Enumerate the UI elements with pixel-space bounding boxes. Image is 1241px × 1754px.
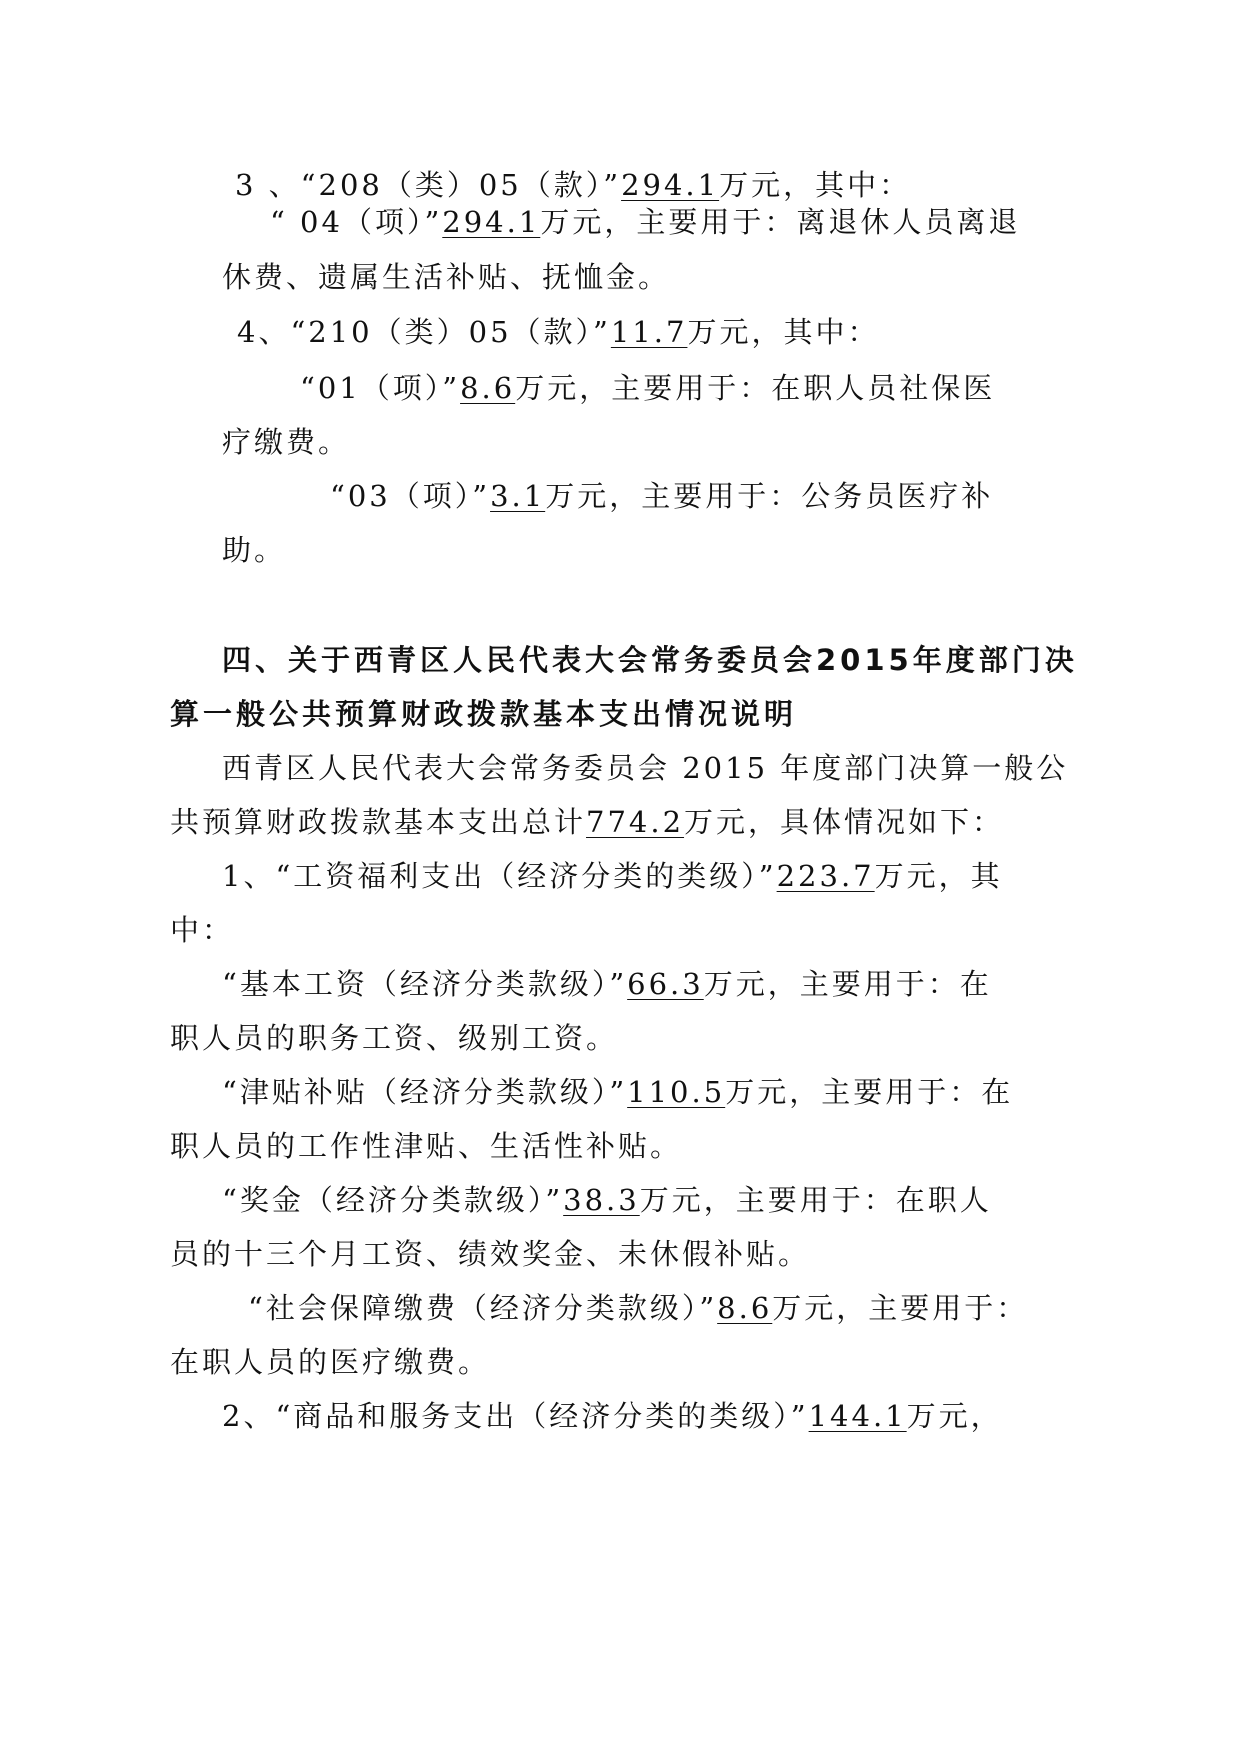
text-line-21: “社会保障缴费（经济分类款级）”8.6万元，主要用于： [248, 1291, 1029, 1325]
amount-value: 3.1 [490, 479, 546, 513]
text-line-2: “ 04（项）”294.1万元，主要用于：离退休人员离退 [270, 205, 1021, 239]
amount-value: 11.7 [610, 315, 688, 349]
text-line-1: 3 、“208（类）05（款）”294.1万元，其中： [235, 168, 912, 202]
text-line-3: 休费、遗属生活补贴、抚恤金。 [222, 260, 671, 294]
amount-value: 294.1 [621, 168, 720, 202]
amount-value: 774.2 [586, 805, 685, 839]
text-line-6: 疗缴费。 [222, 425, 351, 459]
text-line-17: “津贴补贴（经济分类款级）”110.5万元，主要用于：在 [222, 1075, 1014, 1109]
text-line-14: 中： [170, 913, 235, 947]
text-line-19: “奖金（经济分类款级）”38.3万元，主要用于：在职人 [222, 1183, 992, 1217]
text-line-22: 在职人员的医疗缴费。 [170, 1345, 491, 1379]
text-line-20: 员的十三个月工资、绩效奖金、未休假补贴。 [170, 1237, 811, 1271]
amount-value: 8.6 [717, 1291, 773, 1325]
amount-value: 110.5 [627, 1075, 726, 1109]
text-line-5: “01（项）”8.6万元，主要用于：在职人员社保医 [300, 371, 996, 405]
text-line-11: 西青区人民代表大会常务委员会 2015 年度部门决算一般公 [222, 751, 1069, 785]
amount-value: 66.3 [627, 967, 704, 1001]
text-line-16: 职人员的职务工资、级别工资。 [170, 1021, 619, 1055]
amount-value: 223.7 [776, 859, 875, 893]
section-heading-line-1: 四、关于西青区人民代表大会常务委员会2015年度部门决 [222, 643, 1078, 677]
text-line-4: 4、“210（类）05（款）”11.7万元，其中： [237, 315, 880, 349]
amount-value: 38.3 [563, 1183, 640, 1217]
section-heading-line-2: 算一般公共预算财政拨款基本支出情况说明 [170, 697, 798, 731]
text-line-23: 2、“商品和服务支出（经济分类的类级）”144.1万元， [222, 1399, 1003, 1433]
amount-value: 8.6 [460, 371, 516, 405]
amount-value: 144.1 [808, 1399, 907, 1433]
text-line-18: 职人员的工作性津贴、生活性补贴。 [170, 1129, 683, 1163]
text-line-8: 助。 [222, 533, 287, 567]
text-line-7: “03（项）”3.1万元，主要用于：公务员医疗补 [330, 479, 994, 513]
amount-value: 294.1 [442, 205, 541, 239]
text-line-15: “基本工资（经济分类款级）”66.3万元，主要用于：在 [222, 967, 992, 1001]
text-line-13: 1、“工资福利支出（经济分类的类级）”223.7万元，其 [222, 859, 1003, 893]
text-line-12: 共预算财政拨款基本支出总计774.2万元，具体情况如下： [170, 805, 1005, 839]
